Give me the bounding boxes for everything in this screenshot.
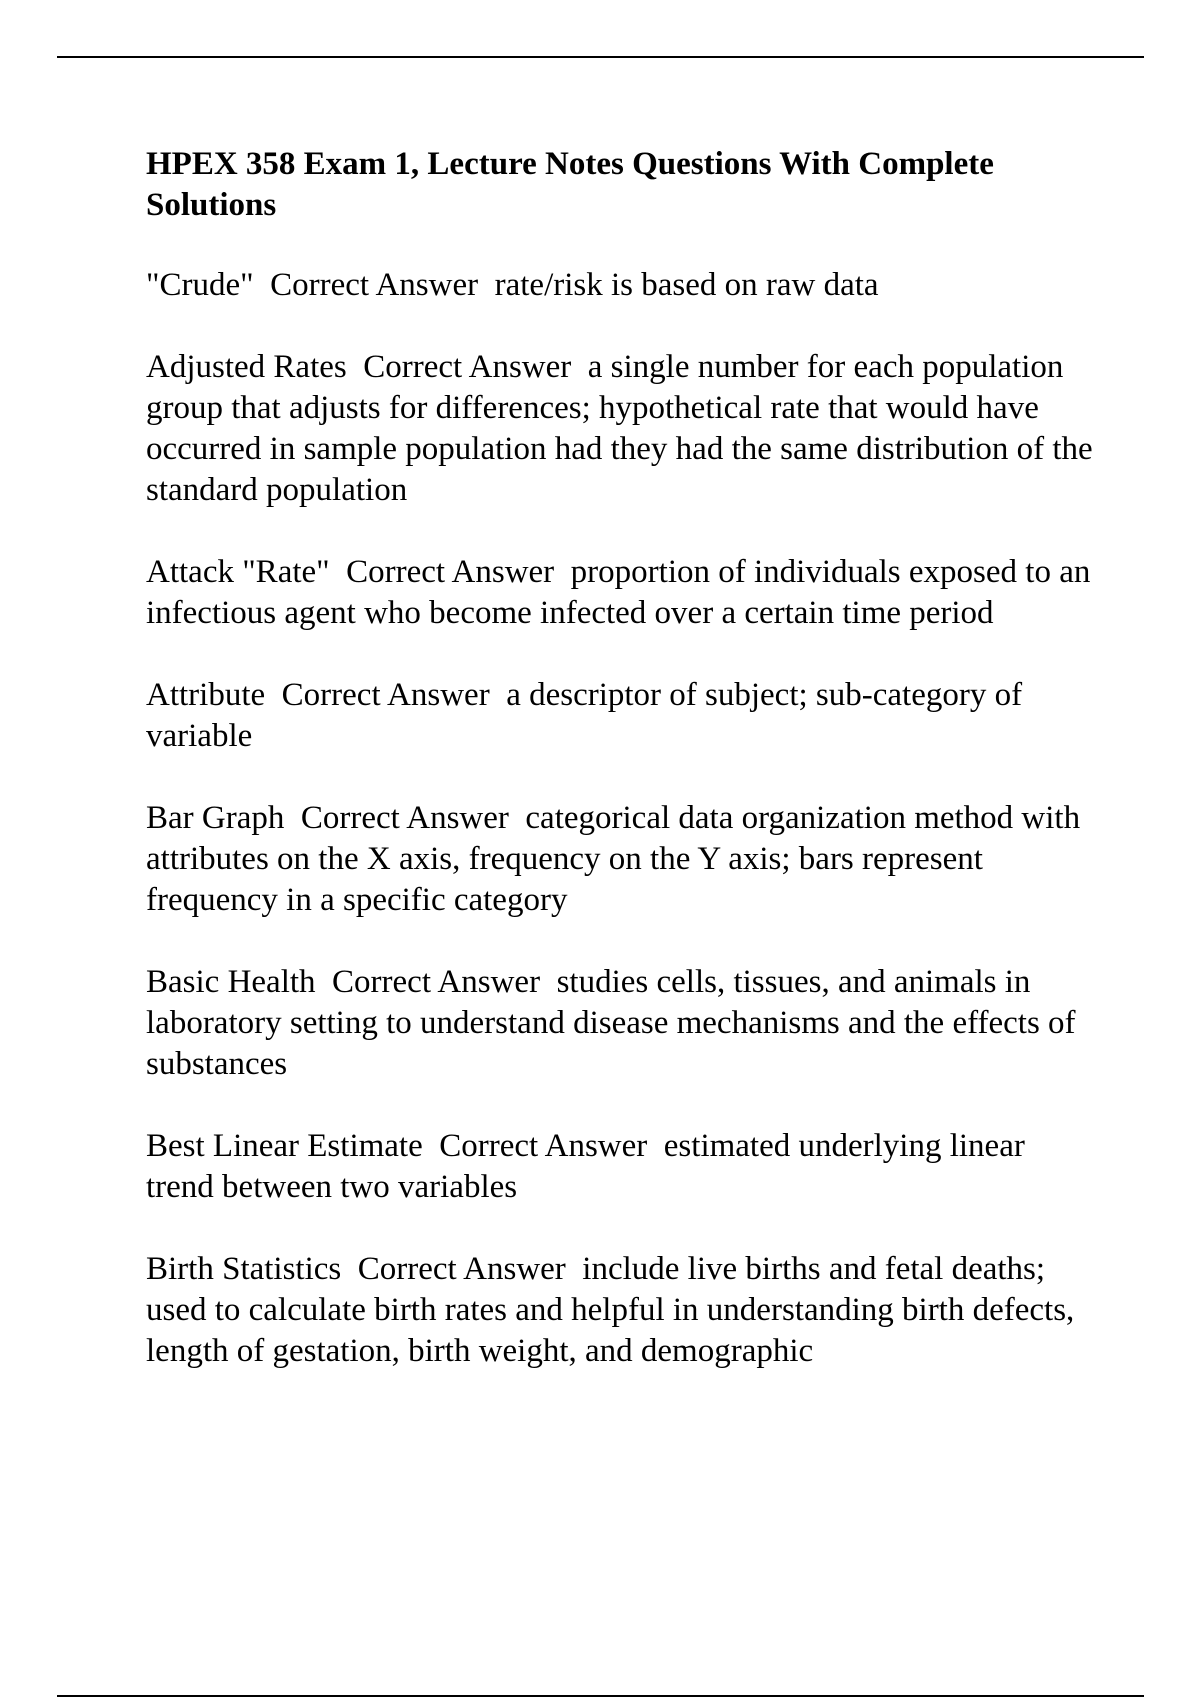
entry-best-linear-estimate [146,1126,1096,1208]
answer-label: Correct Answer [439,1128,648,1164]
entry-bar-graph [146,798,1096,921]
entry-crude [146,265,1096,306]
entry-term: Bar Graph [146,800,285,836]
answer-label: Correct Answer [281,677,490,713]
entry-attack-rate [146,552,1099,634]
entry-basic-health [146,962,1096,1085]
entry-definition: proportion of individuals exposed to an infectious agent who become infected over a certain time period [146,554,1099,631]
entry-definition: studies cells, tissues, and animals in laboratory setting to understand disease mechanisms and the effects of substances [146,964,1084,1082]
answer-label: Correct Answer [270,267,479,303]
answer-label: Correct Answer [357,1251,566,1287]
answer-label: Correct Answer [300,800,509,836]
entry-term: Basic Health [146,964,316,1000]
entry-term: Attribute [146,677,266,713]
entry-definition: include live births and fetal deaths; used to calculate birth rates and helpful in understanding birth defects, length of gestation, birth weight, and demographic [146,1251,1083,1369]
entry-term: Birth Statistics [146,1251,342,1287]
entry-definition: estimated underlying linear trend between two variables [146,1128,1034,1205]
footer-rule [57,1695,1144,1697]
document-body [146,144,1101,1413]
entry-definition: a descriptor of subject; sub-category of variable [146,677,1031,754]
answer-label: Correct Answer [332,964,541,1000]
entry-term: "Crude" [146,267,254,303]
entry-attribute [146,675,1096,757]
entry-term: Adjusted Rates [146,349,347,385]
entry-definition: rate/risk is based on raw data [494,267,879,303]
entry-term: Attack "Rate" [146,554,330,590]
entry-term: Best Linear Estimate [146,1128,423,1164]
entry-definition: a single number for each population group that adjusts for differences; hypothetical rate that would have occurred in sample population had they had the same distribution of the standard population [146,349,1101,508]
answer-label: Correct Answer [346,554,555,590]
entry-adjusted-rates [146,347,1101,511]
header-rule [57,56,1144,58]
entry-definition: categorical data organization method with attributes on the X axis, frequency on the Y axis; bars represent frequency in a specific category [146,800,1089,918]
answer-label: Correct Answer [363,349,572,385]
entry-birth-statistics [146,1249,1096,1372]
document-title: HPEX 358 Exam 1, Lecture Notes Questions With Complete Solutions [146,146,994,223]
